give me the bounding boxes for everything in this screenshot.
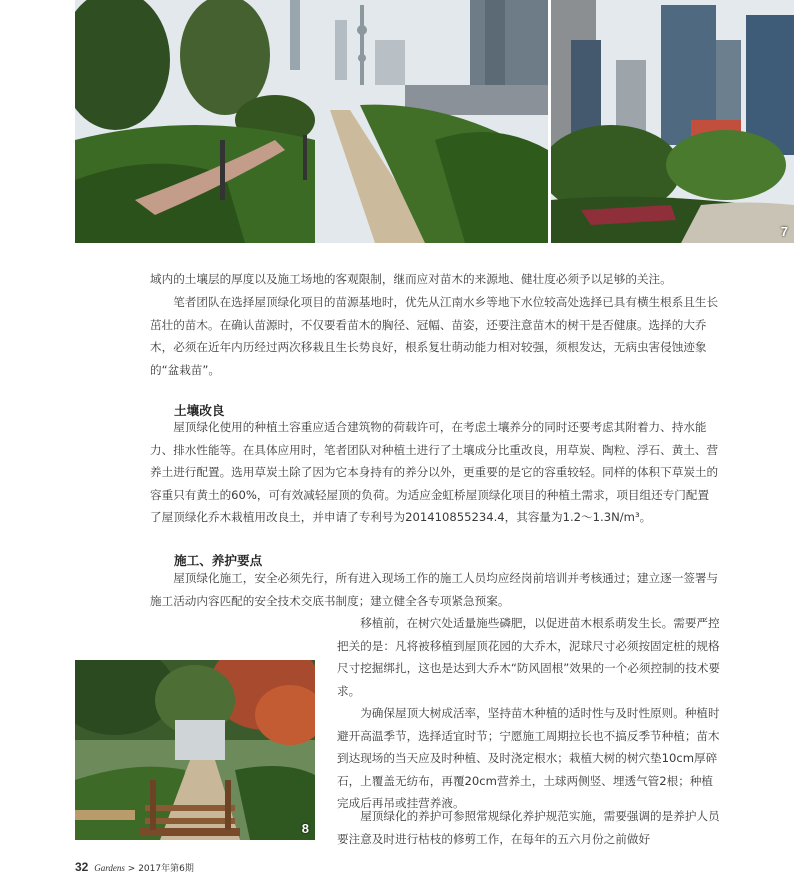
photo-garden-buildings: [551, 0, 794, 243]
paragraph-safety: 屋顶绿化施工，安全必须先行，所有进入现场工作的施工人员均应经岗前培训并考核通过；建立逐一签署与施工活动内容匹配的安全技术交底书制度；建立健全各专项紧急预案。: [150, 571, 719, 608]
paragraph-seedling-selection: 笔者团队在选择屋顶绿化项目的苗源基地时，优先从江南水乡等地下水位较高处选择已具有横生根系且生长茁壮的苗木。在确认苗源时，不仅要看苗木的胸径、冠幅、苗姿，还要注意苗木的树干是否健康。选择的大乔木，必须在近年内历经过两次移栽且生长势良好，根系复壮萌动能力相对较强，须根发达，无病虫害侵蚀迹象的“盆栽苗”。: [150, 295, 719, 377]
heading-construction-maintenance: 施工、养护要点: [174, 553, 263, 568]
figure-number-8: 8: [301, 821, 309, 836]
paragraph-transplant: 移植前，在树穴处适量施些磷肥，以促进苗木根系萌发生长。需要严控把关的是：凡将被移植到屋顶花园的大乔木，泥球尺寸必须按固定桩的规格尺寸挖掘绑扎，这也是达到大乔木“防风固根”效果的一个必须控制的技术要求。: [337, 616, 721, 698]
paragraph-soil-improvement: 屋顶绿化使用的种植土容重应适合建筑物的荷载许可，在考虑土壤养分的同时还要考虑其附着力、持水能力、排水性能等。在具体应用时，笔者团队对种植土进行了土壤成分比重改良，用草炭、陶粒、浮石、黄土、营养土进行配置。选用草炭土除了因为它本身持有的养分以外，更重要的是它的容重较轻。同样的体积下草炭土的容重只有黄土的60%，可有效减轻屋顶的负荷。为适应金虹桥屋顶绿化项目的种植土需求，项目组还专门配置了屋顶绿化乔木栽植用改良土，并申请了专利号为201410855234.4，其容量为1.2～1.3N/m³。: [150, 420, 719, 524]
footer-separator: >: [127, 864, 136, 874]
figure-number-7: 7: [780, 224, 788, 239]
paragraph-seedling-intro: 域内的土壤层的厚度以及施工场地的客观限制，继而应对苗木的来源地、健壮度必须予以足够的关注。: [150, 272, 672, 286]
heading-soil-improvement: 土壤改良: [174, 403, 225, 418]
paragraph-survival-rate: 为确保屋顶大树成活率，坚持苗木种植的适时性与及时性原则。种植时避开高温季节，选择适宜时节；宁愿施工周期拉长也不搞反季节种植；苗木到达现场的当天应及时种植、及时浇定根水；栽植大树的树穴垫10cm厚碎石，上覆盖无纺布，再覆20cm营养土，土球两侧竖、埋透气管2根；种植完成后再吊或挂营养液。: [337, 706, 720, 810]
photo-rooftop-skyline: [75, 0, 548, 243]
page-number: 32: [75, 860, 89, 874]
magazine-name: Gardens: [94, 863, 125, 873]
page-footer: [75, 860, 194, 874]
issue-label: 2017年第6期: [138, 864, 194, 874]
photo-garden-pathway: [75, 660, 315, 840]
paragraph-maintenance: 屋顶绿化的养护可参照常规绿化养护规范实施，需要强调的是养护人员要注意及时进行枯枝的修剪工作，在每年的五六月份之前做好: [337, 809, 720, 846]
